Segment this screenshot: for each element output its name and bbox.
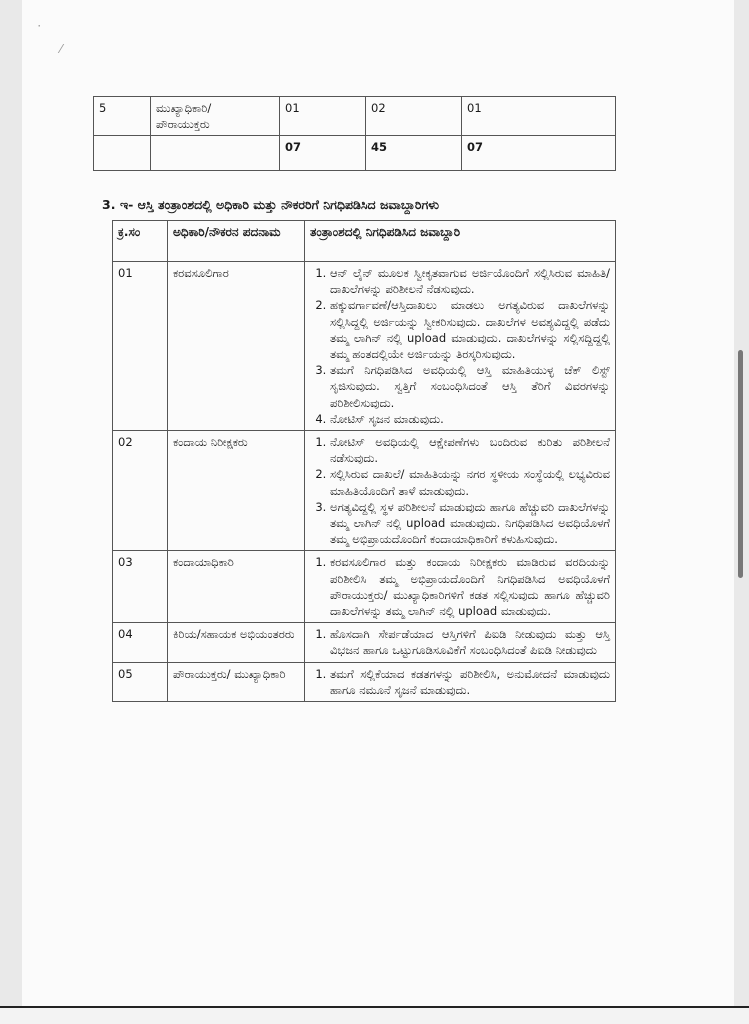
duty-item: 1. ನೋಟಿಸ್ ಅವಧಿಯಲ್ಲಿ ಆಕ್ಷೇಪಣೆಗಳು ಬಂದಿರುವ ಕುರಿತು ಪರಿಶೀಲನೆ ನಡೆಸುವುದು. xyxy=(330,434,610,466)
duty-item: 1. ಆನ್ ಲೈನ್ ಮೂಲಕ ಸ್ವೀಕೃತವಾಗುವ ಅರ್ಜಿಯೊಂದಿಗೆ ಸಲ್ಲಿಸಿರುವ ಮಾಹಿತಿ/ ದಾಖಲೆಗಳನ್ನು ಪರಿಶೀಲನೆ ನೆಡಸುವುದು. xyxy=(330,265,610,297)
table-row xyxy=(94,97,616,136)
section-title: ಇ- ಆಸ್ತಿ ತಂತ್ರಾಂಶದಲ್ಲಿ ಅಧಿಕಾರಿ ಮತ್ತು ನೌಕರರಿಗೆ ನಿಗಧಿಪಡಿಸಿದ ಜವಾಬ್ದಾರಿಗಳು xyxy=(120,197,440,212)
serial-cell: 04 xyxy=(113,623,168,662)
designation-cell: ಕಂದಾಯ ನಿರೀಕ್ಷಕರು xyxy=(168,431,305,551)
designation-cell: ಕಿರಿಯ/ಸಹಾಯಕ ಅಭಿಯಂತರರು xyxy=(168,623,305,662)
duties-cell xyxy=(305,623,616,662)
table-cell: ಮುಖ್ಯಾಧಿಕಾರಿ/ ಪೌರಾಯುಕ್ತರು xyxy=(151,97,280,136)
scan-mark: ٠ xyxy=(36,18,43,32)
total-cell: 07 xyxy=(462,136,616,171)
duty-item: 2. ಹಕ್ಕುವರ್ಗಾವಣೆ/ಆಸ್ತಿದಾಖಲು ಮಾಡಲು ಅಗತ್ಯವಿರುವ ದಾಖಲೆಗಳನ್ನು ಸಲ್ಲಿಸಿದ್ದಲ್ಲಿ ಅರ್ಜಿಯನ್ನು ಸ್ವೀಕರಿಸುವುದು. ದಾಖಲೆಗಳ ಅವಶ್ಯವಿದ್ದಲ್ಲಿ ಪಡೆದು ತಮ್ಮ ಲಾಗಿನ್ ನಲ್ಲಿ upload ಮಾಡುವುದು. ದಾಖಲೆಗಳನ್ನು ಸಲ್ಲಿಸದ್ದಿದ್ದಲ್ಲಿ ತಮ್ಮ ಹಂತದಲ್ಲಿಯೇ ಅರ್ಜಿಯನ್ನು ತಿರಸ್ಕರಿಸುವುದು. xyxy=(330,297,610,362)
table-row xyxy=(94,136,616,171)
designation-cell: ಕಂದಾಯಾಧಿಕಾರಿ xyxy=(168,551,305,623)
scan-mark: ⁄ xyxy=(60,42,63,56)
duties-cell xyxy=(305,551,616,623)
table-row xyxy=(113,431,616,551)
designation-cell: ಕರವಸೂಲಿಗಾರ xyxy=(168,262,305,431)
table-cell xyxy=(94,136,151,171)
table-cell: 01 xyxy=(462,97,616,136)
duty-item: 1. ತಮಗೆ ಸಲ್ಲಿಕೆಯಾದ ಕಡತಗಳನ್ನು ಪರಿಶೀಲಿಸಿ, ಅನುಮೋದನೆ ಮಾಡುವುದು ಹಾಗೂ ನಮೂನೆ ಸೃಜನೆ ಮಾಡುವುದು. xyxy=(330,666,610,698)
duty-item: 1. ಹೊಸದಾಗಿ ಸೇರ್ಪಡೆಯಾದ ಆಸ್ತಿಗಳಿಗೆ ಪಿಐಡಿ ನೀಡುವುದು ಮತ್ತು ಆಸ್ತಿ ವಿಭಜನ ಹಾಗೂ ಒಟ್ಟುಗೂಡಿಸೂವಿಕೆಗೆ ಸಂಬಂಧಿಸಿದಂತೆ ಪಿಐಡಿ ನೀಡುವುದು xyxy=(330,626,610,658)
section-number: 3. xyxy=(102,197,116,212)
table-row xyxy=(113,262,616,431)
table-header-row xyxy=(113,221,616,262)
column-header: ಕ್ರ.ಸಂ xyxy=(113,221,168,262)
column-header: ಅಧಿಕಾರಿ/ನೌಕರನ ಪದನಾಮ xyxy=(168,221,305,262)
duties-table xyxy=(112,220,616,702)
table-row xyxy=(113,623,616,662)
total-cell: 45 xyxy=(366,136,462,171)
duty-item: 3. ತಮಗೆ ನಿಗಧಿಪಡಿಸಿದ ಅವಧಿಯಲ್ಲಿ ಆಸ್ತಿ ಮಾಹಿತಿಯುಳ್ಳ ಚೆಕ್ ಲಿಸ್ಟ್ ಸೃಜಿಸುವುದು. ಸ್ವತ್ತಿಗೆ ಸಂಬಂಧಿಸಿದಂತೆ ಆಸ್ತಿ ತೆರಿಗೆ ವಿವರಗಳನ್ನು ಪರಿಶೀಲಿಸುವುದು. xyxy=(330,362,610,411)
table-cell xyxy=(151,136,280,171)
table-cell: 02 xyxy=(366,97,462,136)
duty-item: 4. ನೋಟಿಸ್ ಸೃಜನ ಮಾಡುವುದು. xyxy=(330,411,610,427)
serial-cell: 02 xyxy=(113,431,168,551)
table-cell: 01 xyxy=(280,97,366,136)
duty-item: 2. ಸಲ್ಲಿಸಿರುವ ದಾಖಲೆ/ ಮಾಹಿತಿಯನ್ನು ನಗರ ಸ್ಥಳೀಯ ಸಂಸ್ಥೆಯಲ್ಲಿ ಲಭ್ಯವಿರುವ ಮಾಹಿತಿಯೊಂದಿಗೆ ತಾಳೆ ಮಾಡುವುದು. xyxy=(330,466,610,498)
table-row xyxy=(113,662,616,701)
designation-cell: ಪೌರಾಯುಕ್ತರು/ ಮುಖ್ಯಾಧಿಕಾರಿ xyxy=(168,662,305,701)
column-header: ತಂತ್ರಾಂಶದಲ್ಲಿ ನಿಗಧಿಪಡಿಸಿದ ಜವಾಬ್ದಾರಿ xyxy=(305,221,616,262)
summary-table xyxy=(93,96,616,171)
serial-cell: 03 xyxy=(113,551,168,623)
scrollbar-thumb[interactable] xyxy=(738,350,743,578)
duties-cell xyxy=(305,662,616,701)
duty-item: 1. ಕರವಸೂಲಿಗಾರ ಮತ್ತು ಕಂದಾಯ ನಿರೀಕ್ಷಕರು ಮಾಡಿರುವ ವರದಿಯನ್ನು ಪರಿಶೀಲಿಸಿ ತಮ್ಮ ಅಭಿಪ್ರಾಯದೊಂದಿಗೆ ನಿಗಧಿಪಡಿಸಿದ ಅವಧಿಯೊಳಗೆ ಪೌರಾಯುಕ್ತರು/ ಮುಖ್ಯಾಧಿಕಾರಿಗಳಿಗೆ ಕಡತ ಸಲ್ಲಿಸುವುದು ಹಾಗೂ ಹೆಚ್ಚುವರಿ ದಾಖಲೆಗಳನ್ನು ತಮ್ಮ ಲಾಗಿನ್ ನಲ್ಲಿ upload ಮಾಡುವುದು. xyxy=(330,554,610,619)
section-heading xyxy=(102,197,622,213)
table-cell: 5 xyxy=(94,97,151,136)
serial-cell: 01 xyxy=(113,262,168,431)
serial-cell: 05 xyxy=(113,662,168,701)
viewer-bottom-bar xyxy=(0,1006,749,1024)
duties-cell xyxy=(305,262,616,431)
table-row xyxy=(113,551,616,623)
duties-cell xyxy=(305,431,616,551)
total-cell: 07 xyxy=(280,136,366,171)
duty-item: 3. ಅಗತ್ಯವಿದ್ದಲ್ಲಿ ಸ್ಥಳ ಪರಿಶೀಲನೆ ಮಾಡುವುದು ಹಾಗೂ ಹೆಚ್ಚುವರಿ ದಾಖಲೆಗಳನ್ನು ತಮ್ಮ ಲಾಗಿನ್ ನಲ್ಲಿ upload ಮಾಡುವುದು. ನಿಗಧಿಪಡಿಸಿದ ಅವಧಿಯೊಳಗೆ ತಮ್ಮ ಅಭಿಪ್ರಾಯದೊಂದಿಗೆ ಕಂದಾಯಾಧಿಕಾರಿಗೆ ಕಳುಹಿಸುವುದು. xyxy=(330,499,610,548)
